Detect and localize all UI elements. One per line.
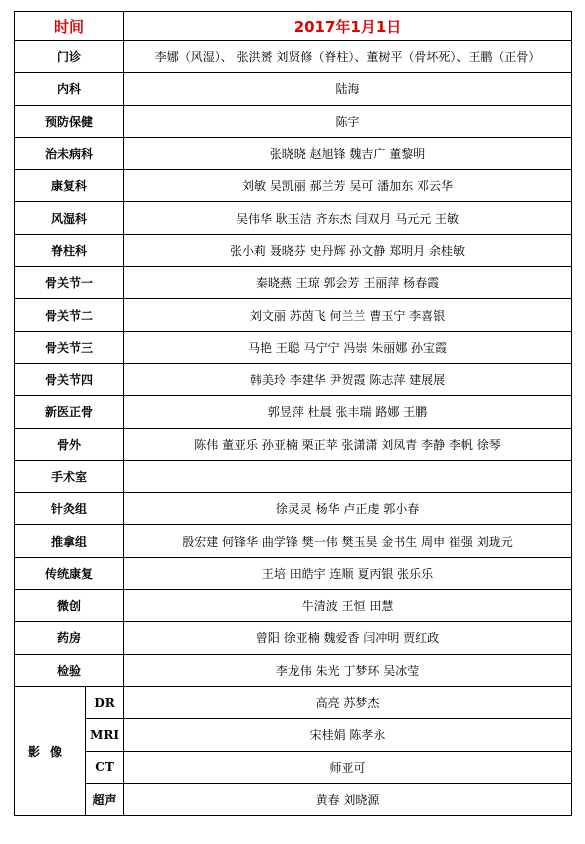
department-name: 脊柱科 — [15, 234, 124, 266]
department-name: 传统康复 — [15, 557, 124, 589]
table-row — [15, 267, 572, 299]
department-name: 检验 — [15, 654, 124, 686]
staff-names: 陈宇 — [124, 105, 572, 137]
staff-names: 殷宏建 何锋华 曲学锋 樊一伟 樊玉昊 金书生 周申 崔强 刘珑元 — [124, 525, 572, 557]
department-name: 风湿科 — [15, 202, 124, 234]
staff-names: 宋桂娟 陈孝永 — [124, 719, 572, 751]
staff-names: 刘文丽 苏茵飞 何兰兰 曹玉宁 李喜银 — [124, 299, 572, 331]
table-row — [15, 363, 572, 395]
table-row — [15, 783, 572, 815]
schedule-body — [15, 12, 572, 816]
table-row — [15, 299, 572, 331]
table-row — [15, 525, 572, 557]
department-name: 骨关节二 — [15, 299, 124, 331]
staff-names: 王培 田皓宇 连顺 夏丙银 张乐乐 — [124, 557, 572, 589]
staff-names: 张小莉 聂晓芬 史丹辉 孙文静 郑明月 余桂敏 — [124, 234, 572, 266]
staff-names: 韩美玲 李建华 尹贺霞 陈志萍 建展展 — [124, 363, 572, 395]
imaging-subunit-name: CT — [86, 751, 124, 783]
staff-names: 黄春 刘晓源 — [124, 783, 572, 815]
header-row — [15, 12, 572, 41]
staff-names: 张晓晓 赵旭锋 魏吉广 董黎明 — [124, 137, 572, 169]
table-row — [15, 428, 572, 460]
staff-names: 郭昱萍 杜晨 张丰瑞 路娜 王鹏 — [124, 396, 572, 428]
schedule-date: 2017年1月1日 — [124, 12, 572, 41]
department-name: 针灸组 — [15, 493, 124, 525]
time-label: 时间 — [15, 12, 124, 41]
staff-names: 吴伟华 耿玉洁 齐东杰 闫双月 马元元 王敏 — [124, 202, 572, 234]
department-name: 微创 — [15, 590, 124, 622]
staff-names: 高亮 苏梦杰 — [124, 686, 572, 718]
staff-names: 李娜（风湿）、 张洪赟 刘贤修（脊柱）、董树平（骨坏死）、王鹏（正骨） — [124, 41, 572, 73]
department-name: 骨关节一 — [15, 267, 124, 299]
department-name: 治未病科 — [15, 137, 124, 169]
department-name: 门诊 — [15, 41, 124, 73]
table-row — [15, 396, 572, 428]
staff-names: 李龙伟 朱光 丁梦环 吴冰莹 — [124, 654, 572, 686]
table-row — [15, 170, 572, 202]
table-row — [15, 751, 572, 783]
table-row — [15, 493, 572, 525]
imaging-subunit-name: DR — [86, 686, 124, 718]
table-row — [15, 686, 572, 718]
department-name: 预防保健 — [15, 105, 124, 137]
table-row — [15, 234, 572, 266]
table-row — [15, 331, 572, 363]
staff-names: 曾阳 徐亚楠 魏爱香 闫冲明 贾红政 — [124, 622, 572, 654]
department-name: 内科 — [15, 73, 124, 105]
imaging-subunit-name: MRI — [86, 719, 124, 751]
table-row — [15, 105, 572, 137]
table-row — [15, 460, 572, 492]
table-row — [15, 41, 572, 73]
department-name: 骨关节三 — [15, 331, 124, 363]
staff-names: 牛清波 王恒 田慧 — [124, 590, 572, 622]
table-row — [15, 590, 572, 622]
department-name: 药房 — [15, 622, 124, 654]
staff-names: 徐灵灵 杨华 卢正虔 郭小春 — [124, 493, 572, 525]
staff-names: 秦晓燕 王琼 郭会芳 王丽萍 杨春霞 — [124, 267, 572, 299]
staff-names: 马艳 王聪 马宁宁 冯崇 朱丽娜 孙宝霞 — [124, 331, 572, 363]
table-row — [15, 557, 572, 589]
staff-names: 刘敏 吴凯丽 郝兰芳 吴可 潘加东 邓云华 — [124, 170, 572, 202]
department-name: 康复科 — [15, 170, 124, 202]
department-name: 骨外 — [15, 428, 124, 460]
imaging-subunit-name: 超声 — [86, 783, 124, 815]
table-row — [15, 73, 572, 105]
staff-names — [124, 460, 572, 492]
table-row — [15, 719, 572, 751]
department-name: 骨关节四 — [15, 363, 124, 395]
staff-names: 陆海 — [124, 73, 572, 105]
staff-names: 陈伟 董亚乐 孙亚楠 栗正苹 张潇潇 刘凤青 李静 李帆 徐琴 — [124, 428, 572, 460]
duty-schedule-table — [14, 11, 572, 816]
staff-names: 师亚可 — [124, 751, 572, 783]
table-row — [15, 202, 572, 234]
table-row — [15, 622, 572, 654]
table-row — [15, 654, 572, 686]
imaging-department-name: 影像 — [15, 686, 86, 815]
department-name: 手术室 — [15, 460, 124, 492]
table-row — [15, 137, 572, 169]
department-name: 新医正骨 — [15, 396, 124, 428]
department-name: 推拿组 — [15, 525, 124, 557]
